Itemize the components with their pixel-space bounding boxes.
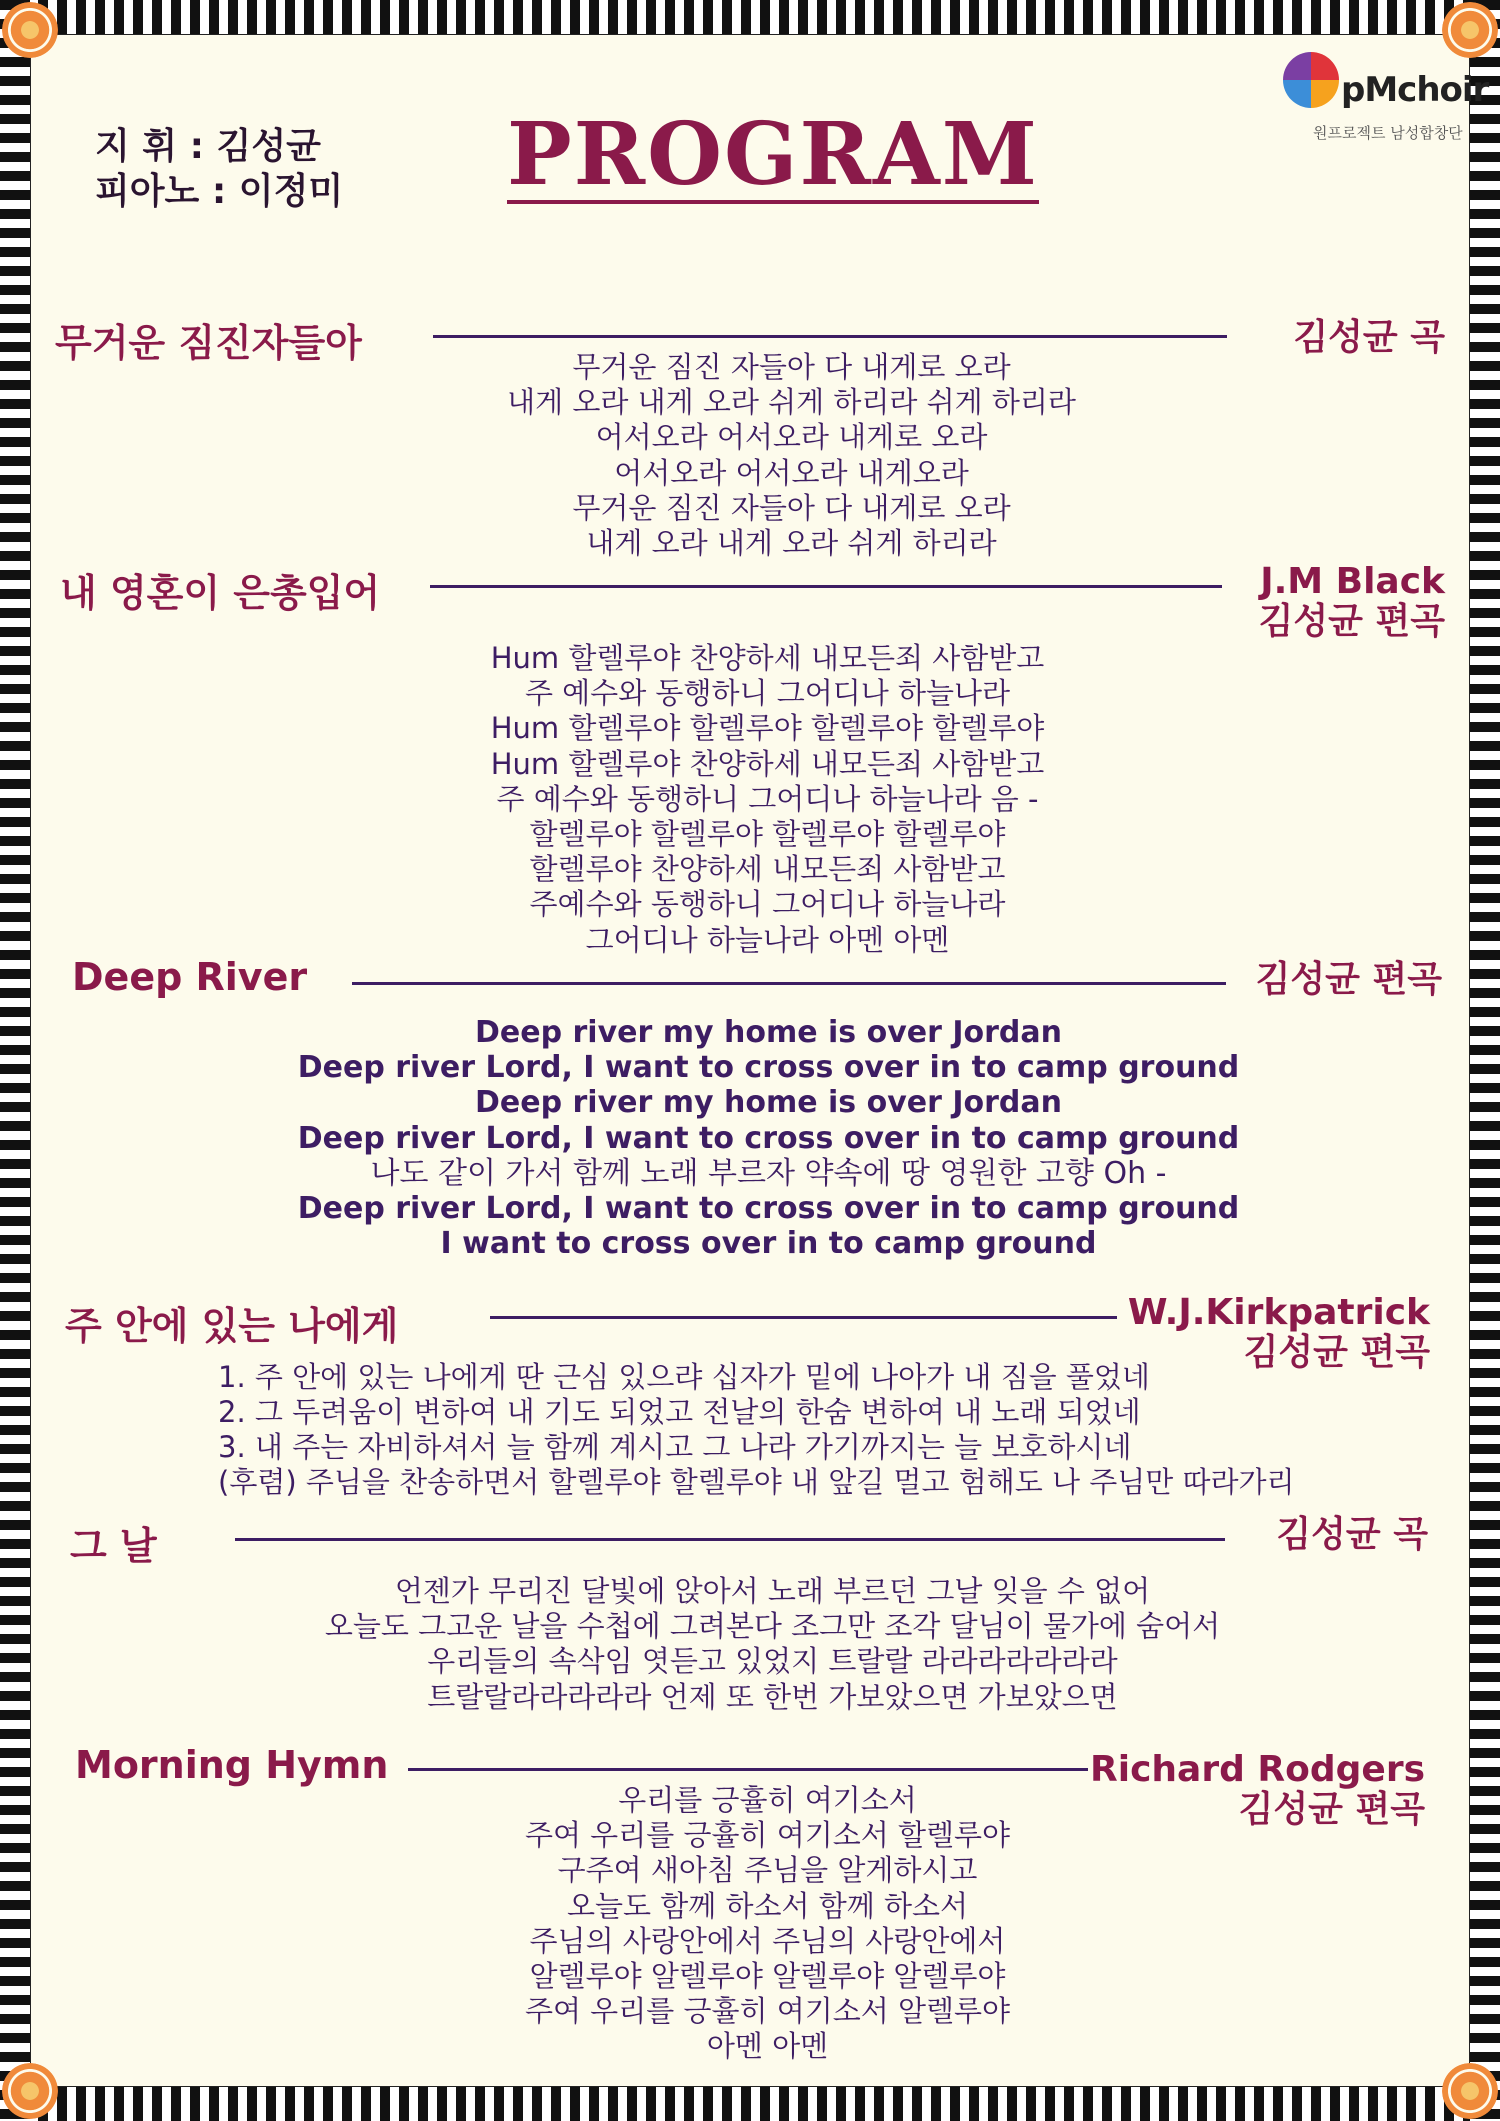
conductor-credit: 지 휘 : 김성균 bbox=[95, 126, 321, 167]
song-title: 그 날 bbox=[70, 1524, 157, 1568]
lyric-line: Deep river Lord, I want to cross over in to camp ground bbox=[297, 1120, 1240, 1156]
lyric-line: 우리들의 속삭임 엿듣고 있었지 트랄랄 라라라라라라라 bbox=[427, 1644, 1118, 1679]
piano-keys-border-bottom bbox=[0, 2087, 1500, 2121]
song-title: 무거운 짐진자들아 bbox=[55, 321, 362, 365]
lyric-line: 어서오라 어서오라 내게오라 bbox=[614, 455, 969, 490]
composer-line: 김성균 곡 bbox=[1276, 1514, 1428, 1555]
lyric-line: Deep river Lord, I want to cross over in to camp ground bbox=[297, 1050, 1240, 1086]
lyric-line: 언젠가 무리진 달빛에 앉아서 노래 부르던 그날 잊을 수 없어 bbox=[394, 1574, 1151, 1608]
composer-line: 김성균 편곡 bbox=[1243, 1332, 1430, 1373]
composer-line: W.J.Kirkpatrick bbox=[1127, 1292, 1430, 1333]
lyric-line: 무거운 짐진 자들아 다 내게로 오라 bbox=[572, 490, 1011, 525]
title-rule bbox=[408, 1768, 1088, 1771]
lyric-line: 1. 주 안에 있는 나에게 딴 근심 있으랴 십자가 밑에 나아가 내 짐을 풀었네 bbox=[218, 1360, 1150, 1394]
page-title: PROGRAM bbox=[507, 104, 1039, 205]
lyric-line: 알렐루야 알렐루야 알렐루야 알렐루야 bbox=[529, 1959, 1006, 1994]
lyric-line: Deep river my home is over Jordan bbox=[475, 1015, 1062, 1050]
lyric-line: 할렐루야 찬양하세 내모든죄 사함받고 bbox=[529, 852, 1006, 887]
lyric-line: 주여 우리를 긍휼히 여기소서 알렐루야 bbox=[524, 1994, 1011, 2029]
composer-line: 김성균 편곡 bbox=[1238, 1789, 1425, 1830]
choir-logo-icon bbox=[1283, 52, 1339, 108]
lyric-line: 주 예수와 동행하니 그어디나 하늘나라 bbox=[524, 676, 1011, 711]
lyric-line: Hum 할렐루야 할렐루야 할렐루야 할렐루야 bbox=[490, 711, 1045, 746]
piano-keys-border-top bbox=[0, 0, 1500, 34]
title-rule bbox=[430, 585, 1222, 588]
lyric-line: Deep river my home is over Jordan bbox=[475, 1085, 1062, 1121]
lyric-line: 주님의 사랑안에서 주님의 사랑안에서 bbox=[529, 1923, 1006, 1958]
choir-logo bbox=[1283, 52, 1489, 152]
lyric-line: 어서오라 어서오라 내게로 오라 bbox=[595, 420, 988, 455]
flower-ornament-icon bbox=[1442, 2063, 1498, 2119]
flower-ornament-icon bbox=[1442, 2, 1498, 58]
song-title: 주 안에 있는 나에게 bbox=[65, 1304, 399, 1348]
composer-line: 김성균 편곡 bbox=[1255, 959, 1442, 1000]
title-rule bbox=[235, 1538, 1225, 1541]
lyric-line: 내게 오라 내게 오라 쉬게 하리라 bbox=[586, 526, 997, 561]
lyric-line: 주 예수와 동행하니 그어디나 하늘나라 음 - bbox=[496, 781, 1039, 816]
lyric-line: Hum 할렐루야 찬양하세 내모든죄 사함받고 bbox=[490, 641, 1045, 675]
lyric-line: Hum 할렐루야 찬양하세 내모든죄 사함받고 bbox=[490, 746, 1045, 781]
lyric-line: 아멘 아멘 bbox=[706, 2029, 829, 2064]
title-rule bbox=[352, 982, 1226, 985]
composer-line: 김성균 편곡 bbox=[1258, 601, 1445, 642]
composer-line: 김성균 곡 bbox=[1293, 317, 1445, 358]
composer-credit bbox=[1276, 1515, 1428, 1555]
pianist-credit: 피아노 : 이정미 bbox=[95, 171, 344, 212]
lyric-line: 나도 같이 가서 함께 노래 부르자 약속에 땅 영원한 고향 Oh - bbox=[370, 1155, 1167, 1191]
song-lyrics bbox=[218, 1360, 1295, 1500]
song-title: Deep River bbox=[72, 955, 308, 999]
composer-line: J.M Black bbox=[1260, 561, 1445, 602]
lyric-line: 그어디나 하늘나라 아멘 아멘 bbox=[585, 922, 950, 957]
flower-ornament-icon bbox=[2, 2, 58, 58]
lyric-line: 주예수와 동행하니 그어디나 하늘나라 bbox=[529, 887, 1006, 922]
lyric-line: 우리를 긍휼히 여기소서 bbox=[618, 1783, 917, 1817]
flower-ornament-icon bbox=[2, 2063, 58, 2119]
lyric-line: 트랄랄라라라라라 언제 또 한번 가보았으면 가보았으면 bbox=[427, 1679, 1118, 1714]
title-rule bbox=[433, 335, 1227, 338]
composer-credit bbox=[1256, 960, 1442, 1000]
logo-subtitle: 원프로젝트 남성합창단 bbox=[1313, 124, 1463, 142]
song-title: Morning Hymn bbox=[75, 1743, 389, 1787]
lyric-line: 오늘도 함께 하소서 함께 하소서 bbox=[566, 1888, 969, 1923]
composer-line: Richard Rodgers bbox=[1090, 1749, 1425, 1790]
lyric-line: 3. 내 주는 자비하셔서 늘 함께 계시고 그 나라 가기까지는 늘 보호하시네 bbox=[218, 1430, 1132, 1464]
song-lyrics bbox=[0, 1783, 1500, 2065]
lyric-line: (후렴) 주님을 찬송하면서 할렐루야 할렐루야 내 앞길 멀고 험해도 나 주님만 따라가리 bbox=[218, 1465, 1295, 1499]
lyric-line: 2. 그 두려움이 변하여 내 기도 되었고 전날의 한숨 변하여 내 노래 되었네 bbox=[218, 1395, 1141, 1429]
lyric-line: Deep river Lord, I want to cross over in to camp ground bbox=[297, 1191, 1240, 1227]
logo-wordmark: pMchoir bbox=[1341, 70, 1489, 110]
song-title: 내 영혼이 은총입어 bbox=[60, 571, 381, 615]
composer-credit bbox=[1259, 562, 1445, 642]
song-lyrics bbox=[0, 641, 1500, 958]
song-lyrics bbox=[0, 350, 1500, 561]
title-rule bbox=[490, 1316, 1117, 1319]
song-lyrics bbox=[0, 1574, 1500, 1715]
lyric-line: 내게 오라 내게 오라 쉬게 하리라 쉬게 하리라 bbox=[507, 385, 1076, 420]
lyric-line: 할렐루야 할렐루야 할렐루야 할렐루야 bbox=[529, 817, 1006, 852]
lyric-line: I want to cross over in to camp ground bbox=[440, 1226, 1097, 1262]
lyric-line: 주여 우리를 긍휼히 여기소서 할렐루야 bbox=[524, 1818, 1011, 1853]
lyric-line: 오늘도 그고운 날을 수첩에 그려본다 조그만 조각 달님이 물가에 숨어서 bbox=[324, 1609, 1221, 1644]
lyric-line: 무거운 짐진 자들아 다 내게로 오라 bbox=[572, 350, 1011, 384]
lyric-line: 구주여 새아침 주님을 알게하시고 bbox=[557, 1853, 978, 1888]
song-lyrics bbox=[0, 1015, 1500, 1261]
